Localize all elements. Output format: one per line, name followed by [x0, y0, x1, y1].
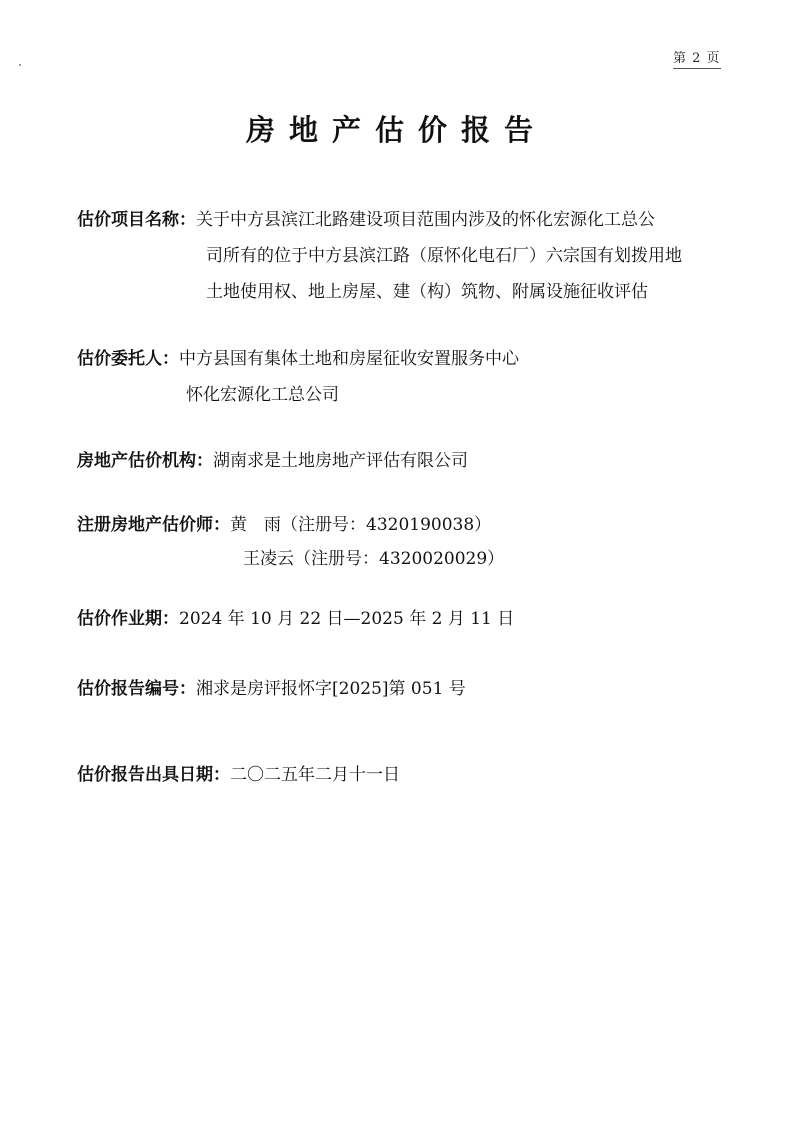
period-label: 估价作业期： [77, 609, 179, 629]
client-line-1: 中方县国有集体土地和房屋征收安置服务中心 [179, 349, 519, 369]
project-name-line-2: 司所有的位于中方县滨江路（原怀化电石厂）六宗国有划拨用地 [206, 246, 682, 266]
period-field [77, 601, 514, 637]
issue-date-value: 二〇二五年二月十一日 [230, 765, 400, 785]
scan-speck [19, 64, 21, 66]
report-number-field [77, 671, 466, 707]
agency-label: 房地产估价机构： [77, 451, 213, 471]
project-name-label: 估价项目名称： [77, 210, 196, 230]
issue-date-label: 估价报告出具日期： [77, 765, 230, 785]
period-value: 2024 年 10 月 22 日—2025 年 2 月 11 日 [179, 609, 515, 629]
appraisers-label: 注册房地产估价师： [77, 515, 230, 535]
client-label: 估价委托人： [77, 349, 179, 369]
page-title: 房地产估价报告 [245, 113, 547, 147]
project-name-line-3: 土地使用权、地上房屋、建（构）筑物、附属设施征收评估 [206, 282, 648, 302]
project-name-line-1: 关于中方县滨江北路建设项目范围内涉及的怀化宏源化工总公 [196, 210, 655, 230]
appraisers-field [77, 507, 491, 543]
issue-date-field [77, 757, 400, 793]
client-field [77, 341, 519, 377]
appraiser-1: 黄 雨（注册号：4320190038） [230, 515, 492, 535]
report-number-label: 估价报告编号： [77, 679, 196, 699]
page-number: 第 2 页 [673, 47, 721, 69]
report-number-value: 湘求是房评报怀字[2025]第 051 号 [196, 679, 466, 699]
client-line-2: 怀化宏源化工总公司 [186, 385, 339, 405]
project-name-field [77, 202, 655, 238]
agency-value: 湖南求是土地房地产评估有限公司 [213, 451, 468, 471]
agency-field [77, 443, 468, 479]
appraiser-2: 王凌云（注册号：4320020029） [243, 549, 505, 569]
